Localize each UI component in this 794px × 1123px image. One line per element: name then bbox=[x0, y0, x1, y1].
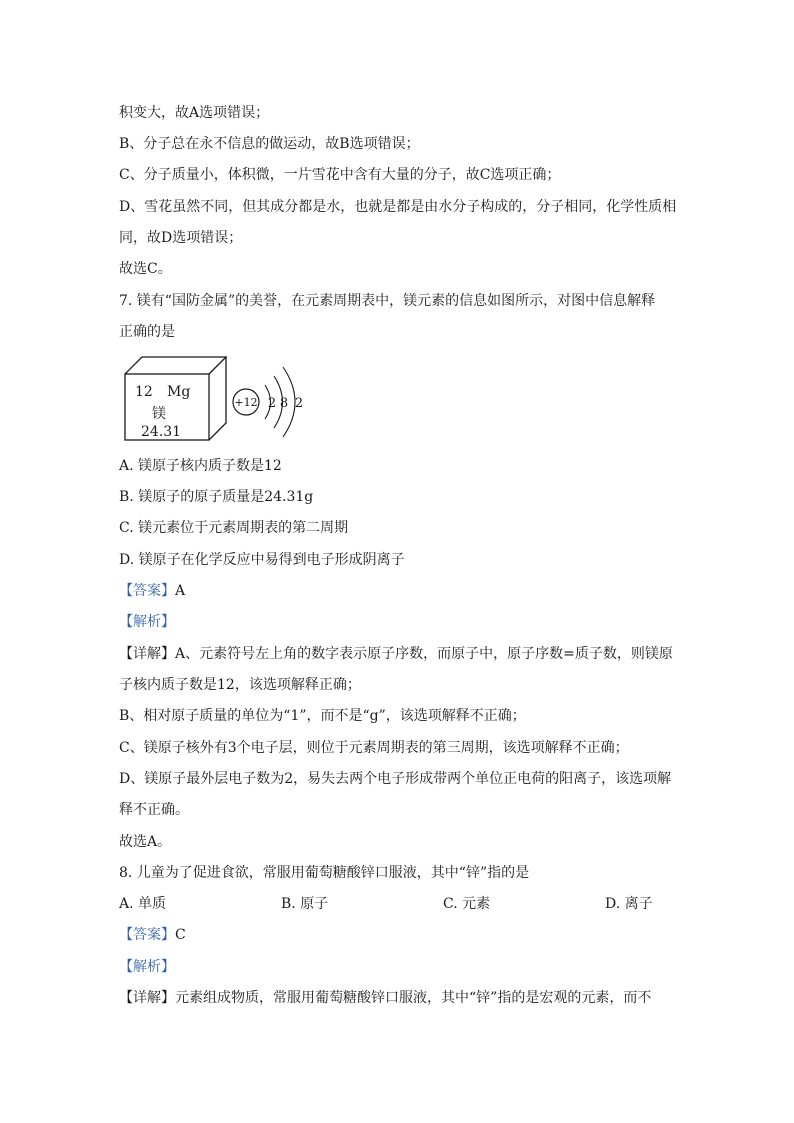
q6-text-line-1: 积变大，故A选项错误； bbox=[119, 105, 270, 121]
answer-tag: 【答案】 bbox=[119, 927, 175, 943]
q8-detail bbox=[119, 988, 651, 1008]
atomic-mass: 24.31 bbox=[141, 424, 182, 440]
q7-conclusion: 故选A。 bbox=[119, 834, 172, 850]
detail-text: A、元素符号左上角的数字表示原子序数，而原子中，原子序数=质子数，则镁原 bbox=[175, 646, 673, 662]
element-symbol: Mg bbox=[167, 384, 191, 400]
answer-value: C bbox=[175, 927, 186, 943]
shell-electrons-1: 2 bbox=[267, 396, 277, 411]
q8-option-c: C. 元素 bbox=[443, 896, 491, 912]
atomic-number: 12 bbox=[135, 384, 153, 400]
q7-detail-line-4: C、镁原子核外有3个电子层，则位于元素周期表的第三周期，该选项解释不正确； bbox=[119, 740, 629, 756]
detail-text: 元素组成物质，常服用葡萄糖酸锌口服液，其中“锌”指的是宏观的元素，而不 bbox=[175, 990, 652, 1006]
q7-detail-line-3: B、相对原子质量的单位为“1”，而不是“g”，该选项解释不正确； bbox=[119, 708, 526, 724]
q7-detail-line-1 bbox=[119, 644, 673, 664]
q7-detail-line-2: 子核内质子数是12，该选项解释正确； bbox=[119, 677, 361, 693]
q7-detail-line-6: 释不正确。 bbox=[119, 802, 189, 818]
q8-answer bbox=[119, 925, 186, 945]
q7-analysis-tag: 【解析】 bbox=[119, 614, 175, 630]
q7-stem-line-1: 7. 镁有“国防金属”的美誉，在元素周期表中，镁元素的信息如图所示，对图中信息解释 bbox=[119, 293, 656, 309]
detail-tag: 【详解】 bbox=[119, 646, 175, 662]
answer-value: A bbox=[175, 583, 186, 599]
q6-option-c-analysis: C、分子质量小，体积微，一片雪花中含有大量的分子，故C选项正确； bbox=[119, 167, 561, 183]
q7-answer bbox=[119, 581, 185, 601]
q6-option-d-analysis: D、雪花虽然不同，但其成分都是水，也就是都是由水分子构成的，分子相同，化学性质相 bbox=[119, 199, 677, 215]
q8-option-a: A. 单质 bbox=[119, 896, 167, 912]
q7-stem-line-2: 正确的是 bbox=[119, 324, 175, 340]
element-name: 镁 bbox=[152, 406, 166, 422]
q7-option-d: D. 镁原子在化学反应中易得到电子形成阴离子 bbox=[119, 552, 405, 568]
q7-option-a: A. 镁原子核内质子数是12 bbox=[119, 458, 282, 474]
shell-electrons-3: 2 bbox=[294, 396, 304, 411]
detail-tag: 【详解】 bbox=[119, 990, 175, 1006]
q8-option-b: B. 原子 bbox=[281, 896, 329, 912]
q6-option-b-analysis: B、分子总在永不信息的做运动，故B选项错误； bbox=[119, 136, 420, 152]
q6-conclusion: 故选C。 bbox=[119, 261, 172, 277]
q8-option-d: D. 离子 bbox=[605, 896, 653, 912]
shell-electrons-2: 8 bbox=[279, 396, 289, 411]
q8-analysis-tag: 【解析】 bbox=[119, 959, 175, 975]
q7-detail-line-5: D、镁原子最外层电子数为2，易失去两个电子形成带两个单位正电荷的阳离子，该选项解 bbox=[119, 771, 672, 787]
q7-option-c: C. 镁元素位于元素周期表的第二周期 bbox=[119, 520, 349, 536]
q8-stem: 8. 儿童为了促进食欲，常服用葡萄糖酸锌口服液，其中“锌”指的是 bbox=[119, 865, 530, 881]
nucleus-charge: +12 bbox=[234, 396, 258, 409]
q7-option-b: B. 镁原子的原子质量是24.31g bbox=[119, 489, 314, 505]
answer-tag: 【答案】 bbox=[119, 583, 175, 599]
q6-option-d-analysis-cont: 同，故D选项错误； bbox=[119, 230, 243, 246]
magnesium-element-figure bbox=[122, 354, 322, 444]
